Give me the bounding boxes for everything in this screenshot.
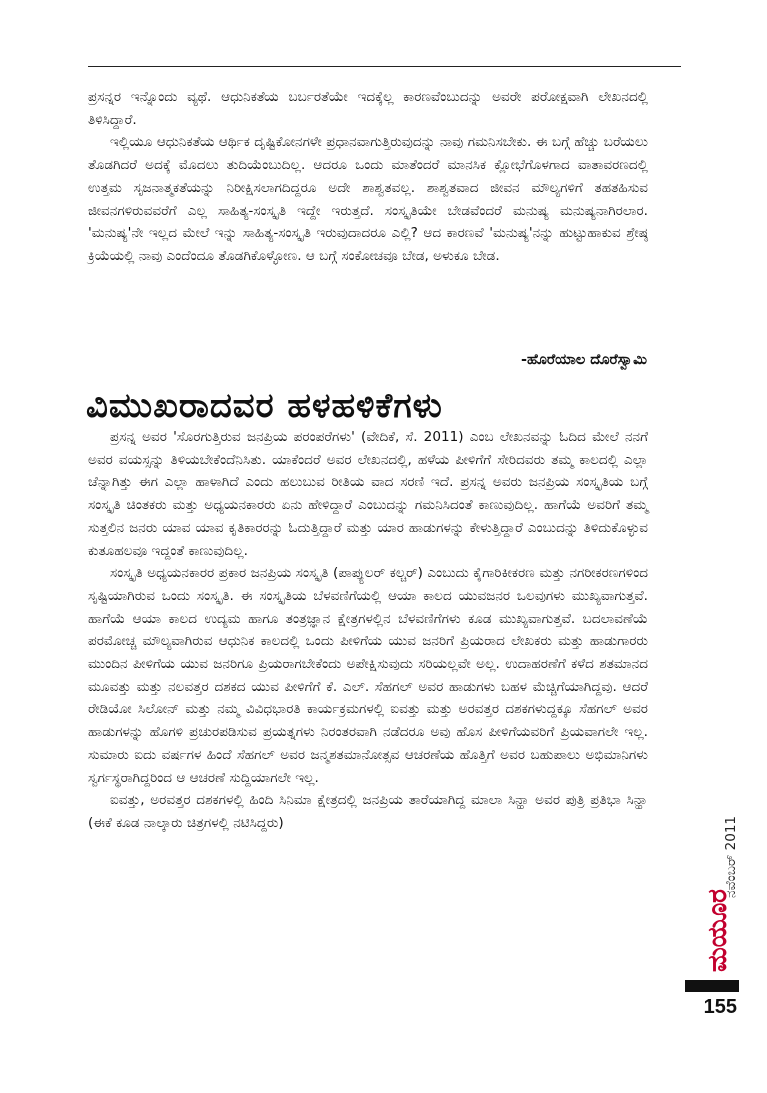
paragraph: ಸಂಸ್ಕೃತಿ ಅಧ್ಯಯನಕಾರರ ಪ್ರಕಾರ ಜನಪ್ರಿಯ ಸಂಸ್ಕೃತಿ (ಪಾಪ್ಯುಲರ್ ಕಲ್ಚರ್) ಎಂಬುದು ಕೈಗಾರಿಕೀಕರಣ ಮತ್ತು ನಗರೀಕರಣಗಳಿಂದ ಸೃಷ್ಟಿಯಾಗಿರುವ ಒಂದು ಸಂಸ್ಕೃತಿ. ಈ ಸಂಸ್ಕೃತಿಯ ಬೆಳವಣಿಗೆಯಲ್ಲಿ ಆಯಾ ಕಾಲದ ಯುವಜನರ ಒಲವುಗಳು ಮುಖ್ಯವಾಗುತ್ತವೆ. ಹಾಗೆಯೆ ಆಯಾ ಕಾಲದ ಉದ್ಯಮ ಹಾಗೂ ತಂತ್ರಜ್ಞಾನ ಕ್ಷೇತ್ರಗಳಲ್ಲಿನ ಬೆಳವಣಿಗೆಗಳು ಕೂಡ ಮುಖ್ಯವಾಗುತ್ತವೆ. ಬದಲಾವಣೆಯೆ ಪರಮೋಚ್ಚ ಮೌಲ್ಯವಾಗಿರುವ ಆಧುನಿಕ ಕಾಲದಲ್ಲಿ ಒಂದು ಪೀಳಿಗೆಯ ಯುವ ಜನರಿಗೆ ಪ್ರಿಯರಾದ ಲೇಖಕರು ಮತ್ತು ಹಾಡುಗಾರರು ಮುಂದಿನ ಪೀಳಿಗೆಯ ಯುವ ಜನರಿಗೂ ಪ್ರಿಯರಾಗಬೇಕೆಂದು ಅಪೇಕ್ಷಿಸುವುದು ಸರಿಯಲ್ಲವೇ ಅಲ್ಲ. ಉದಾಹರಣೆಗೆ ಕಳೆದ ಶತಮಾನದ ಮೂವತ್ತು ಮತ್ತು ನಲವತ್ತರ ದಶಕದ ಯುವ ಪೀಳಿಗೆಗೆ ಕೆ. ಎಲ್. ಸೆಹಗಲ್ ಅವರ ಹಾಡುಗಳು ಬಹಳ ಮೆಚ್ಚಿಗೆಯಾಗಿದ್ದವು. ಆದರೆ ರೇಡಿಯೋ ಸಿಲೋನ್ ಮತ್ತು ನಮ್ಮ ವಿವಿಧಭಾರತಿ ಕಾರ್ಯಕ್ರಮಗಳಲ್ಲಿ ಐವತ್ತು ಮತ್ತು ಅರವತ್ತರ ದಶಕಗಳುದ್ದಕ್ಕೂ ಸೆಹಗಲ್ ಅವರ ಹಾಡುಗಳನ್ನು ಹೊಗಳಿ ಪ್ರಚುರಪಡಿಸುವ ಪ್ರಯತ್ನಗಳು ನಿರಂತರವಾಗಿ ನಡೆದರೂ ಅವು ಹೊಸ ಪೀಳಿಗೆಯವರಿಗೆ ಪ್ರಿಯವಾಗಲೇ ಇಲ್ಲ. ಸುಮಾರು ಐದು ವರ್ಷಗಳ ಹಿಂದೆ ಸೆಹಗಲ್ ಅವರ ಜನ್ಮಶತಮಾನೋತ್ಸವ ಆಚರಣೆಯ ಹೊತ್ತಿಗೆ ಅವರ ಬಹುಪಾಲು ಅಭಿಮಾನಿಗಳು ಸ್ವರ್ಗಸ್ಥರಾಗಿದ್ದರಿಂದ ಆ ಆಚರಣೆ ಸುದ್ದಿಯಾಗಲೇ ಇಲ್ಲ. [88, 565, 648, 786]
top-rule [88, 66, 681, 67]
magazine-title: ಮಯೂರ [703, 889, 733, 972]
article-section-1 [88, 86, 648, 268]
paragraph: ಪ್ರಸನ್ನ ಅವರ 'ಸೊರಗುತ್ತಿರುವ ಜನಪ್ರಿಯ ಪರಂಪರೆಗಳು' (ವೇದಿಕೆ, ಸೆ. 2011) ಎಂಬ ಲೇಖನವನ್ನು ಓದಿದ ಮೇಲೆ ನನಗೆ ಅವರ ವಯಸ್ಸನ್ನು ತಿಳಿಯಬೇಕೆಂದೆನಿಸಿತು. ಯಾಕೆಂದರೆ ಅವರ ಲೇಖನದಲ್ಲಿ, ಹಳೆಯ ಪೀಳಿಗೆಗೆ ಸೇರಿದವರು ತಮ್ಮ ಕಾಲದಲ್ಲಿ ಎಲ್ಲಾ ಚೆನ್ನಾಗಿತ್ತು ಈಗ ಎಲ್ಲಾ ಹಾಳಾಗಿದೆ ಎಂದು ಹಲುಬುವ ರೀತಿಯ ವಾದ ಸರಣಿ ಇದೆ. ಪ್ರಸನ್ನ ಅವರು ಜನಪ್ರಿಯ ಸಂಸ್ಕೃತಿಯ ಬಗ್ಗೆ ಸಂಸ್ಕೃತಿ ಚಿಂತಕರು ಮತ್ತು ಅಧ್ಯಯನಕಾರರು ಏನು ಹೇಳಿದ್ದಾರೆ ಎಂಬುದನ್ನು ಗಮನಿಸಿದಂತೆ ಕಾಣುವುದಿಲ್ಲ. ಹಾಗೆಯೆ ಅವರಿಗೆ ತಮ್ಮ ಸುತ್ತಲಿನ ಜನರು ಯಾವ ಯಾವ ಕೃತಿಕಾರರನ್ನು ಓದುತ್ತಿದ್ದಾರೆ ಮತ್ತು ಯಾರ ಹಾಡುಗಳನ್ನು ಕೇಳುತ್ತಿದ್ದಾರೆ ಎಂಬುದನ್ನು ತಿಳಿದುಕೊಳ್ಳುವ ಕುತೂಹಲವೂ ಇದ್ದಂತೆ ಕಾಣುವುದಿಲ್ಲ. [88, 429, 648, 559]
paragraph: ಐವತ್ತು, ಅರವತ್ತರ ದಶಕಗಳಲ್ಲಿ ಹಿಂದಿ ಸಿನಿಮಾ ಕ್ಷೇತ್ರದಲ್ಲಿ ಜನಪ್ರಿಯ ತಾರೆಯಾಗಿದ್ದ ಮಾಲಾ ಸಿನ್ಹಾ ಅವರ ಪುತ್ರಿ ಪ್ರತಿಭಾ ಸಿನ್ಹಾ (ಈಕೆ ಕೂಡ ನಾಲ್ಕಾರು ಚಿತ್ರಗಳಲ್ಲಿ ನಟಿಸಿದ್ದರು) [88, 792, 648, 831]
magazine-sidebar [699, 798, 739, 972]
issue-date: ನವೆಂಬರ್ 2011 [723, 816, 739, 898]
page-number: 155 [703, 996, 737, 1018]
paragraph: ಇಲ್ಲಿಯೂ ಆಧುನಿಕತೆಯ ಆರ್ಥಿಕ ದೃಷ್ಟಿಕೋನಗಳೇ ಪ್ರಧಾನವಾಗುತ್ತಿರುವುದನ್ನು ನಾವು ಗಮನಿಸಬೇಕು. ಈ ಬಗ್ಗೆ ಹೆಚ್ಚು ಬರೆಯಲು ತೊಡಗಿದರೆ ಅದಕ್ಕೆ ಮೊದಲು ತುದಿಯೆಂಬುದಿಲ್ಲ. ಆದರೂ ಒಂದು ಮಾತೆಂದರೆ ಮಾನಸಿಕ ಕ್ಲೋಭೆಗೊಳಗಾದ ವಾತಾವರಣದಲ್ಲಿ ಉತ್ತಮ ಸೃಜನಾತ್ಮಕತೆಯನ್ನು ನಿರೀಕ್ಷಿಸಲಾಗದಿದ್ದರೂ ಅದೇ ಶಾಶ್ವತವಲ್ಲ. ಶಾಶ್ವತವಾದ ಜೀವನ ಮೌಲ್ಯಗಳಿಗೆ ತಹತಹಿಸುವ ಜೀವನಗಳಿರುವವರೆಗೆ ಎಲ್ಲ ಸಾಹಿತ್ಯ-ಸಂಸ್ಕೃತಿ ಇದ್ದೇ ಇರುತ್ತದೆ. ಸಂಸ್ಕೃತಿಯೇ ಬೇಡವೆಂದರೆ ಮನುಷ್ಯ ಮನುಷ್ಯನಾಗಿರಲಾರ. 'ಮನುಷ್ಯ'ನೇ ಇಲ್ಲದ ಮೇಲೆ ಇನ್ನು ಸಾಹಿತ್ಯ-ಸಂಸ್ಕೃತಿ ಇರುವುದಾದರೂ ಎಲ್ಲಿ? ಆದ ಕಾರಣವೆ 'ಮನುಷ್ಯ'ನನ್ನು ಹುಟ್ಟುಹಾಕುವ ಶ್ರೇಷ್ಠ ಕ್ರಿಯೆಯಲ್ಲಿ ನಾವು ಎಂದೆಂದೂ ತೊಡಗಿಕೊಳ್ಳೋಣ. ಆ ಬಗ್ಗೆ ಸಂಕೋಚವೂ ಬೇಡ, ಅಳುಕೂ ಬೇಡ. [88, 134, 648, 264]
author-signature: -ಹೊರೆಯಾಲ ದೊರೆಸ್ವಾಮಿ [521, 352, 647, 368]
page-number-bar [685, 980, 739, 992]
article-section-2 [88, 426, 648, 835]
article-heading: ವಿಮುಖರಾದವರ ಹಳಹಳಿಕೆಗಳು [86, 386, 443, 426]
paragraph: ಪ್ರಸನ್ನರ ಇನ್ನೊಂದು ವ್ಯಥೆ. ಆಧುನಿಕತೆಯ ಬರ್ಬರತೆಯೇ ಇದಕ್ಕೆಲ್ಲ ಕಾರಣವೆಂಬುದನ್ನು ಅವರೇ ಪರೋಕ್ಷವಾಗಿ ಲೇಖನದಲ್ಲಿ ತಿಳಿಸಿದ್ದಾರೆ. [88, 89, 648, 128]
